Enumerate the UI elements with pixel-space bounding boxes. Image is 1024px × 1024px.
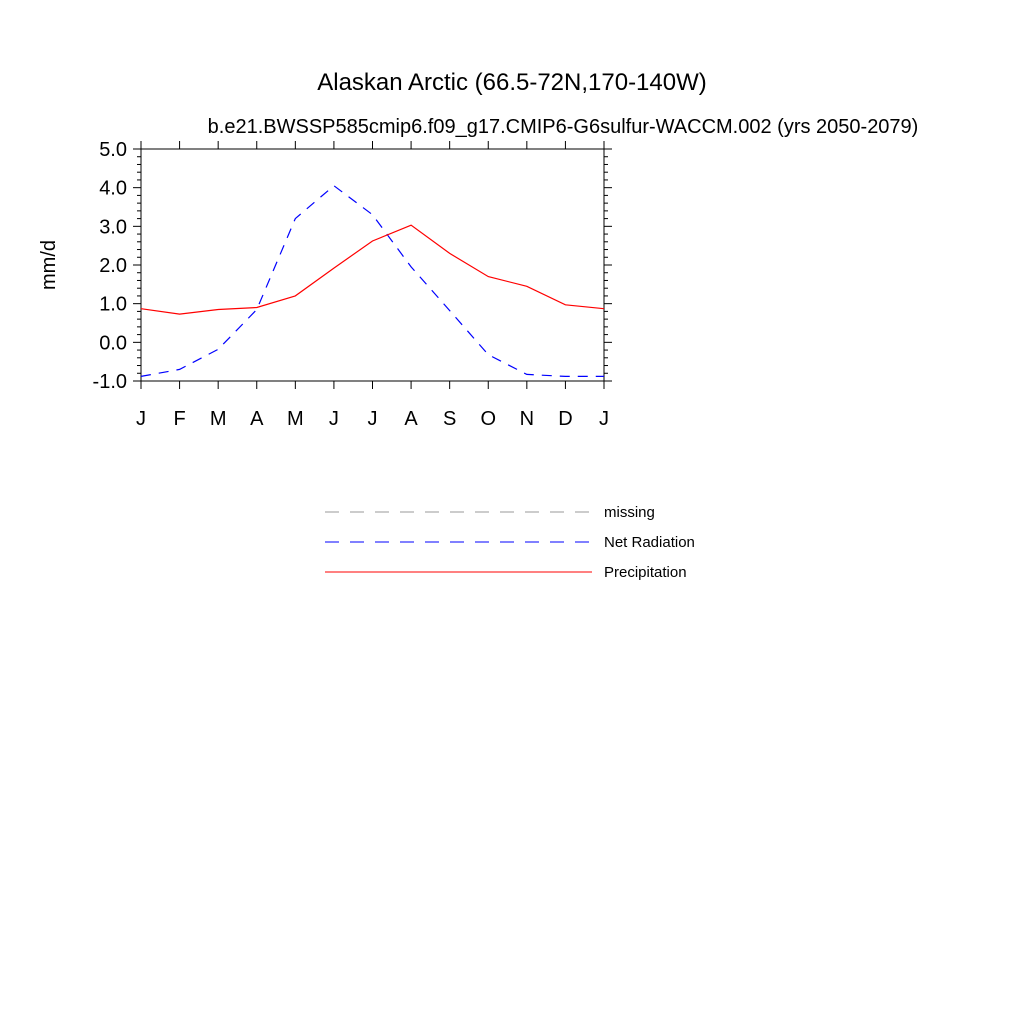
- legend-label: Net Radiation: [604, 534, 695, 551]
- x-tick-label: J: [599, 408, 609, 430]
- y-tick-labels: [93, 139, 127, 393]
- x-tick-label: M: [286, 408, 304, 430]
- legend-label: Precipitation: [604, 564, 687, 581]
- x-tick-label: S: [442, 408, 457, 430]
- y-tick-label: -1.0: [92, 371, 127, 393]
- chart-subtitle: b.e21.BWSSP585cmip6.f09_g17.CMIP6-G6sulfur-WACCM.002 (yrs 2050-2079): [207, 116, 919, 138]
- x-tick-label: A: [250, 408, 264, 430]
- series-line-precipitation: [141, 225, 604, 314]
- x-tick-label: A: [404, 408, 418, 430]
- x-tick-label: D: [558, 408, 573, 430]
- legend: [325, 504, 695, 581]
- x-tick-label: J: [367, 408, 378, 430]
- y-axis-label: mm/d: [38, 240, 60, 290]
- legend-label: missing: [604, 504, 655, 521]
- x-tick-label: J: [328, 408, 339, 430]
- x-tick-label: J: [136, 408, 146, 430]
- x-tick-label: M: [209, 408, 227, 430]
- x-tick-label: F: [173, 408, 186, 430]
- y-tick-label: 3.0: [99, 216, 127, 239]
- y-tick-label: 4.0: [99, 177, 127, 200]
- y-tick-label: 5.0: [99, 139, 127, 161]
- series-line-net-radiation: [141, 186, 604, 377]
- x-tick-label: O: [480, 408, 497, 430]
- axis-ticks: [133, 141, 612, 389]
- y-tick-label: 2.0: [99, 255, 127, 277]
- x-tick-label: N: [519, 408, 535, 430]
- x-tick-labels: [136, 408, 609, 430]
- series-lines: [141, 186, 604, 377]
- y-tick-label: 0.0: [99, 332, 127, 355]
- chart-title: Alaskan Arctic (66.5-72N,170-140W): [317, 69, 707, 96]
- y-tick-label: 1.0: [99, 293, 127, 316]
- plot-frame: [141, 149, 604, 381]
